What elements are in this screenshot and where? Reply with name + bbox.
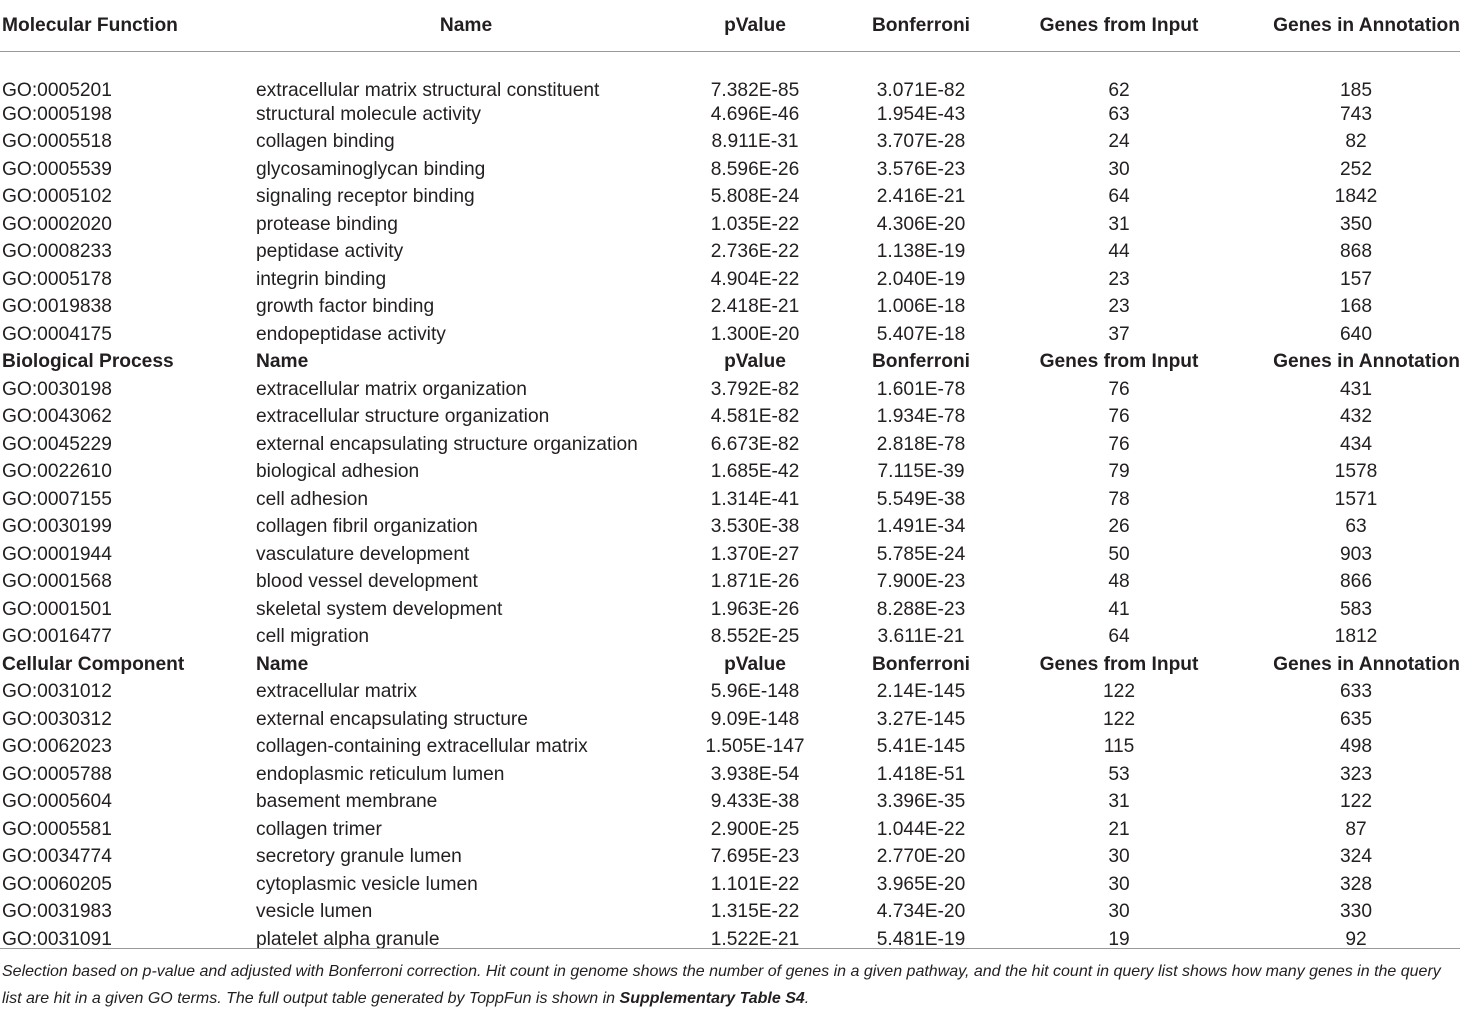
pvalue-cell: 7.382E-85 <box>710 80 800 101</box>
table-row <box>0 211 1460 239</box>
col-header-bonferroni: Bonferroni <box>871 653 971 675</box>
go-id-cell: GO:0005604 <box>2 791 112 813</box>
bonferroni-cell: 3.611E-21 <box>877 626 965 648</box>
term-name-cell: endoplasmic reticulum lumen <box>256 763 505 785</box>
pvalue-cell: 2.736E-22 <box>710 241 800 263</box>
genes-annotation-cell: 92 <box>1345 928 1367 950</box>
table-row <box>0 486 1460 514</box>
col-header-genes-annotation: Genes in Annotation <box>1273 653 1460 675</box>
genes-annotation-cell: 1842 <box>1334 186 1378 208</box>
go-id-cell: GO:0005539 <box>2 158 112 180</box>
genes-input-cell: 41 <box>1108 598 1130 620</box>
pvalue-cell: 9.433E-38 <box>710 791 800 813</box>
go-id-cell: GO:0005581 <box>2 818 112 840</box>
go-id-cell: GO:0005201 <box>2 80 112 101</box>
genes-input-cell: 79 <box>1108 461 1130 483</box>
bonferroni-cell: 3.965E-20 <box>876 873 966 895</box>
go-id-cell: GO:0031091 <box>2 928 112 950</box>
genes-input-cell: 24 <box>1108 131 1130 153</box>
term-name-cell: collagen trimer <box>256 818 382 840</box>
genes-input-cell: 63 <box>1108 103 1130 125</box>
col-header-bonferroni: Bonferroni <box>834 0 1008 52</box>
pvalue-cell: 3.792E-82 <box>710 378 800 400</box>
table-row <box>0 899 1460 927</box>
section-header-row <box>0 0 1460 52</box>
genes-annotation-cell: 63 <box>1345 516 1367 538</box>
genes-input-cell: 122 <box>1102 708 1135 730</box>
genes-annotation-cell: 743 <box>1339 103 1372 125</box>
table-row <box>0 404 1460 432</box>
bonferroni-cell: 2.416E-21 <box>876 186 966 208</box>
term-name-cell: cytoplasmic vesicle lumen <box>256 873 478 895</box>
genes-input-cell: 23 <box>1108 268 1130 290</box>
term-name-cell: signaling receptor binding <box>256 186 475 208</box>
footnote-end: . <box>804 990 810 1007</box>
bonferroni-cell: 1.491E-34 <box>876 516 966 538</box>
bonferroni-cell: 5.41E-145 <box>876 736 966 758</box>
pvalue-cell: 1.300E-20 <box>710 323 800 345</box>
table-row <box>0 514 1460 542</box>
col-header-genes-input: Genes from Input <box>1008 0 1230 52</box>
go-id-cell: GO:0001568 <box>2 571 112 593</box>
pvalue-cell: 1.963E-26 <box>710 598 800 620</box>
genes-annotation-cell: 87 <box>1345 818 1367 840</box>
genes-annotation-cell: 122 <box>1339 791 1372 813</box>
genes-input-cell: 31 <box>1108 791 1130 813</box>
table-row <box>0 789 1460 817</box>
term-name-cell: collagen binding <box>256 131 395 153</box>
term-name-cell: extracellular matrix <box>256 681 418 703</box>
pvalue-cell: 8.911E-31 <box>711 131 799 153</box>
genes-input-cell: 78 <box>1108 488 1130 510</box>
go-id-cell: GO:0030198 <box>2 378 112 400</box>
genes-input-cell: 53 <box>1108 763 1130 785</box>
go-id-cell: GO:0031012 <box>2 681 112 703</box>
genes-annotation-cell: 432 <box>1339 406 1372 428</box>
genes-input-cell: 115 <box>1103 736 1135 758</box>
table-row <box>0 734 1460 762</box>
genes-annotation-cell: 903 <box>1339 543 1372 565</box>
genes-input-cell: 30 <box>1108 901 1130 923</box>
pvalue-cell: 5.808E-24 <box>710 186 800 208</box>
genes-annotation-cell: 82 <box>1345 131 1367 153</box>
term-name-cell: integrin binding <box>256 268 387 290</box>
term-name-cell: vesicle lumen <box>256 901 373 923</box>
go-id-cell: GO:0019838 <box>2 296 112 318</box>
table-row <box>0 541 1460 569</box>
genes-input-cell: 62 <box>1108 80 1130 101</box>
term-name-cell: skeletal system development <box>256 598 503 620</box>
genes-input-cell: 30 <box>1108 873 1130 895</box>
bonferroni-cell: 7.115E-39 <box>877 461 965 483</box>
term-name-cell: platelet alpha granule <box>256 928 440 950</box>
col-header-genes-annotation: Genes in Annotation <box>1273 351 1460 373</box>
bonferroni-cell: 1.601E-78 <box>876 378 966 400</box>
bonferroni-cell: 5.481E-19 <box>876 928 966 950</box>
pvalue-cell: 1.505E-147 <box>705 736 805 758</box>
pvalue-cell: 1.035E-22 <box>710 213 800 235</box>
pvalue-cell: 4.904E-22 <box>710 268 800 290</box>
go-id-cell: GO:0008233 <box>2 241 112 263</box>
footnote-text: Selection based on p-value and adjusted with Bonferroni correction. Hit count in genome shows the number of genes in a given pathway, and the hit count in query list shows how many genes in the query list are hit in a given GO terms. The full output table generated by ToppFun is shown in <box>2 963 1441 1007</box>
genes-input-cell: 76 <box>1108 433 1130 455</box>
table-row <box>0 376 1460 404</box>
go-id-cell: GO:0005518 <box>2 131 112 153</box>
bonferroni-cell: 2.040E-19 <box>876 268 966 290</box>
section-title: Molecular Function <box>0 0 254 52</box>
bonferroni-cell: 2.818E-78 <box>876 433 966 455</box>
go-id-cell: GO:0005788 <box>2 763 112 785</box>
col-header-pvalue: pValue <box>676 0 834 52</box>
table-footnote <box>2 958 1460 1012</box>
table-row <box>0 459 1460 487</box>
bonferroni-cell: 4.306E-20 <box>876 213 966 235</box>
go-id-cell: GO:0030199 <box>2 516 112 538</box>
term-name-cell: external encapsulating structure organization <box>256 433 638 455</box>
pvalue-cell: 2.418E-21 <box>710 296 800 318</box>
pvalue-cell: 3.530E-38 <box>710 516 800 538</box>
genes-annotation-cell: 866 <box>1339 571 1372 593</box>
bonferroni-cell: 2.770E-20 <box>876 846 966 868</box>
col-header-name: Name <box>256 351 309 373</box>
bonferroni-cell: 3.27E-145 <box>876 708 966 730</box>
genes-annotation-cell: 252 <box>1339 158 1372 180</box>
section-title: Biological Process <box>2 351 174 373</box>
col-header-bonferroni: Bonferroni <box>871 351 971 373</box>
genes-input-cell: 76 <box>1108 406 1130 428</box>
bonferroni-cell: 5.549E-38 <box>876 488 966 510</box>
table-row <box>0 761 1460 789</box>
genes-input-cell: 122 <box>1102 681 1135 703</box>
genes-annotation-cell: 635 <box>1339 708 1372 730</box>
table-bottom-rule <box>0 948 1460 949</box>
genes-annotation-cell: 350 <box>1339 213 1372 235</box>
go-id-cell: GO:0005198 <box>2 103 112 125</box>
genes-annotation-cell: 330 <box>1339 901 1372 923</box>
table-row <box>0 239 1460 267</box>
bonferroni-cell: 3.071E-82 <box>876 80 966 101</box>
col-header-name: Name <box>254 0 676 52</box>
bonferroni-cell: 1.418E-51 <box>876 763 966 785</box>
go-id-cell: GO:0060205 <box>2 873 112 895</box>
table-row <box>0 679 1460 707</box>
pvalue-cell: 2.900E-25 <box>710 818 800 840</box>
term-name-cell: biological adhesion <box>256 461 420 483</box>
go-id-cell: GO:0004175 <box>2 323 112 345</box>
genes-annotation-cell: 185 <box>1339 80 1372 101</box>
pvalue-cell: 3.938E-54 <box>710 763 800 785</box>
term-name-cell: protease binding <box>256 213 398 235</box>
section-header-row <box>0 651 1460 679</box>
table-row <box>0 52 1460 102</box>
bonferroni-cell: 4.734E-20 <box>876 901 966 923</box>
genes-annotation-cell: 434 <box>1339 433 1372 455</box>
genes-annotation-cell: 168 <box>1339 296 1372 318</box>
pvalue-cell: 1.685E-42 <box>710 461 800 483</box>
go-id-cell: GO:0062023 <box>2 736 112 758</box>
genes-input-cell: 30 <box>1108 846 1130 868</box>
genes-input-cell: 31 <box>1108 213 1130 235</box>
table-row <box>0 101 1460 129</box>
go-id-cell: GO:0043062 <box>2 406 112 428</box>
pvalue-cell: 6.673E-82 <box>710 433 800 455</box>
genes-input-cell: 37 <box>1108 323 1130 345</box>
term-name-cell: endopeptidase activity <box>256 323 446 345</box>
bonferroni-cell: 1.954E-43 <box>876 103 966 125</box>
go-id-cell: GO:0002020 <box>2 213 112 235</box>
genes-input-cell: 19 <box>1108 928 1130 950</box>
genes-annotation-cell: 633 <box>1339 681 1372 703</box>
table-row <box>0 706 1460 734</box>
table-row <box>0 624 1460 652</box>
bonferroni-cell: 1.138E-19 <box>876 241 966 263</box>
pvalue-cell: 8.552E-25 <box>710 626 800 648</box>
supplementary-table-link[interactable]: Supplementary Table S4 <box>619 990 805 1007</box>
go-id-cell: GO:0005178 <box>2 268 112 290</box>
term-name-cell: basement membrane <box>256 791 438 813</box>
table-row <box>0 294 1460 322</box>
section-title: Cellular Component <box>2 653 185 675</box>
term-name-cell: cell adhesion <box>256 488 369 510</box>
table-row <box>0 844 1460 872</box>
term-name-cell: collagen-containing extracellular matrix <box>256 736 588 758</box>
genes-input-cell: 64 <box>1108 186 1130 208</box>
bonferroni-cell: 8.288E-23 <box>876 598 966 620</box>
table-row <box>0 129 1460 157</box>
section-header-row <box>0 349 1460 377</box>
bonferroni-cell: 2.14E-145 <box>876 681 966 703</box>
term-name-cell: extracellular matrix organization <box>256 378 527 400</box>
table-row <box>0 596 1460 624</box>
bonferroni-cell: 5.785E-24 <box>876 543 966 565</box>
go-id-cell: GO:0001501 <box>2 598 112 620</box>
table-row <box>0 871 1460 899</box>
genes-input-cell: 76 <box>1108 378 1130 400</box>
pvalue-cell: 1.314E-41 <box>710 488 800 510</box>
genes-annotation-cell: 640 <box>1339 323 1372 345</box>
pvalue-cell: 5.96E-148 <box>710 681 800 703</box>
genes-input-cell: 64 <box>1108 626 1130 648</box>
genes-annotation-cell: 328 <box>1339 873 1372 895</box>
genes-input-cell: 30 <box>1108 158 1130 180</box>
pvalue-cell: 1.522E-21 <box>710 928 800 950</box>
pvalue-cell: 1.370E-27 <box>710 543 800 565</box>
go-id-cell: GO:0022610 <box>2 461 112 483</box>
go-id-cell: GO:0005102 <box>2 186 112 208</box>
bonferroni-cell: 7.900E-23 <box>876 571 966 593</box>
genes-annotation-cell: 868 <box>1339 241 1372 263</box>
bonferroni-cell: 3.576E-23 <box>876 158 966 180</box>
genes-annotation-cell: 498 <box>1339 736 1372 758</box>
bonferroni-cell: 1.044E-22 <box>876 818 966 840</box>
pvalue-cell: 8.596E-26 <box>710 158 800 180</box>
genes-input-cell: 23 <box>1108 296 1130 318</box>
go-id-cell: GO:0034774 <box>2 846 112 868</box>
pvalue-cell: 1.315E-22 <box>710 901 800 923</box>
term-name-cell: external encapsulating structure <box>256 708 528 730</box>
genes-annotation-cell: 157 <box>1339 268 1372 290</box>
col-header-genes-input: Genes from Input <box>1039 351 1199 373</box>
genes-annotation-cell: 1578 <box>1334 461 1378 483</box>
term-name-cell: glycosaminoglycan binding <box>256 158 486 180</box>
genes-annotation-cell: 1571 <box>1334 488 1378 510</box>
term-name-cell: cell migration <box>256 626 370 648</box>
genes-annotation-cell: 323 <box>1339 763 1372 785</box>
genes-input-cell: 48 <box>1108 571 1130 593</box>
term-name-cell: collagen fibril organization <box>256 516 478 538</box>
genes-annotation-cell: 431 <box>1339 378 1372 400</box>
table-row <box>0 431 1460 459</box>
term-name-cell: blood vessel development <box>256 571 478 593</box>
table-row <box>0 156 1460 184</box>
table-row <box>0 816 1460 844</box>
term-name-cell: secretory granule lumen <box>256 846 462 868</box>
bonferroni-cell: 1.934E-78 <box>876 406 966 428</box>
col-header-pvalue: pValue <box>724 351 786 373</box>
go-id-cell: GO:0001944 <box>2 543 112 565</box>
genes-annotation-cell: 324 <box>1339 846 1372 868</box>
table-row <box>0 321 1460 349</box>
go-id-cell: GO:0007155 <box>2 488 112 510</box>
go-id-cell: GO:0016477 <box>2 626 112 648</box>
pvalue-cell: 4.696E-46 <box>710 103 800 125</box>
genes-input-cell: 44 <box>1108 241 1130 263</box>
genes-input-cell: 26 <box>1108 516 1130 538</box>
table-row <box>0 266 1460 294</box>
genes-input-cell: 50 <box>1108 543 1130 565</box>
pvalue-cell: 1.101E-22 <box>710 873 800 895</box>
term-name-cell: structural molecule activity <box>256 103 481 125</box>
pvalue-cell: 4.581E-82 <box>710 406 800 428</box>
term-name-cell: peptidase activity <box>256 241 404 263</box>
genes-annotation-cell: 583 <box>1339 598 1372 620</box>
table-row <box>0 569 1460 597</box>
table-row <box>0 184 1460 212</box>
term-name-cell: extracellular structure organization <box>256 406 550 428</box>
go-id-cell: GO:0030312 <box>2 708 112 730</box>
go-id-cell: GO:0045229 <box>2 433 112 455</box>
pvalue-cell: 9.09E-148 <box>710 708 800 730</box>
table-row <box>0 926 1460 954</box>
bonferroni-cell: 3.396E-35 <box>876 791 966 813</box>
bonferroni-cell: 3.707E-28 <box>876 131 966 153</box>
col-header-genes-annotation: Genes in Annotation <box>1230 0 1460 52</box>
col-header-name: Name <box>256 653 309 675</box>
col-header-pvalue: pValue <box>724 653 786 675</box>
bonferroni-cell: 1.006E-18 <box>876 296 966 318</box>
go-id-cell: GO:0031983 <box>2 901 112 923</box>
bonferroni-cell: 5.407E-18 <box>876 323 966 345</box>
genes-annotation-cell: 1812 <box>1334 626 1378 648</box>
term-name-cell: growth factor binding <box>256 296 435 318</box>
term-name-cell: vasculature development <box>256 543 470 565</box>
pvalue-cell: 7.695E-23 <box>710 846 800 868</box>
genes-input-cell: 21 <box>1108 818 1130 840</box>
term-name-cell: extracellular matrix structural constituent <box>256 80 600 101</box>
pvalue-cell: 1.871E-26 <box>710 571 800 593</box>
col-header-genes-input: Genes from Input <box>1039 653 1199 675</box>
